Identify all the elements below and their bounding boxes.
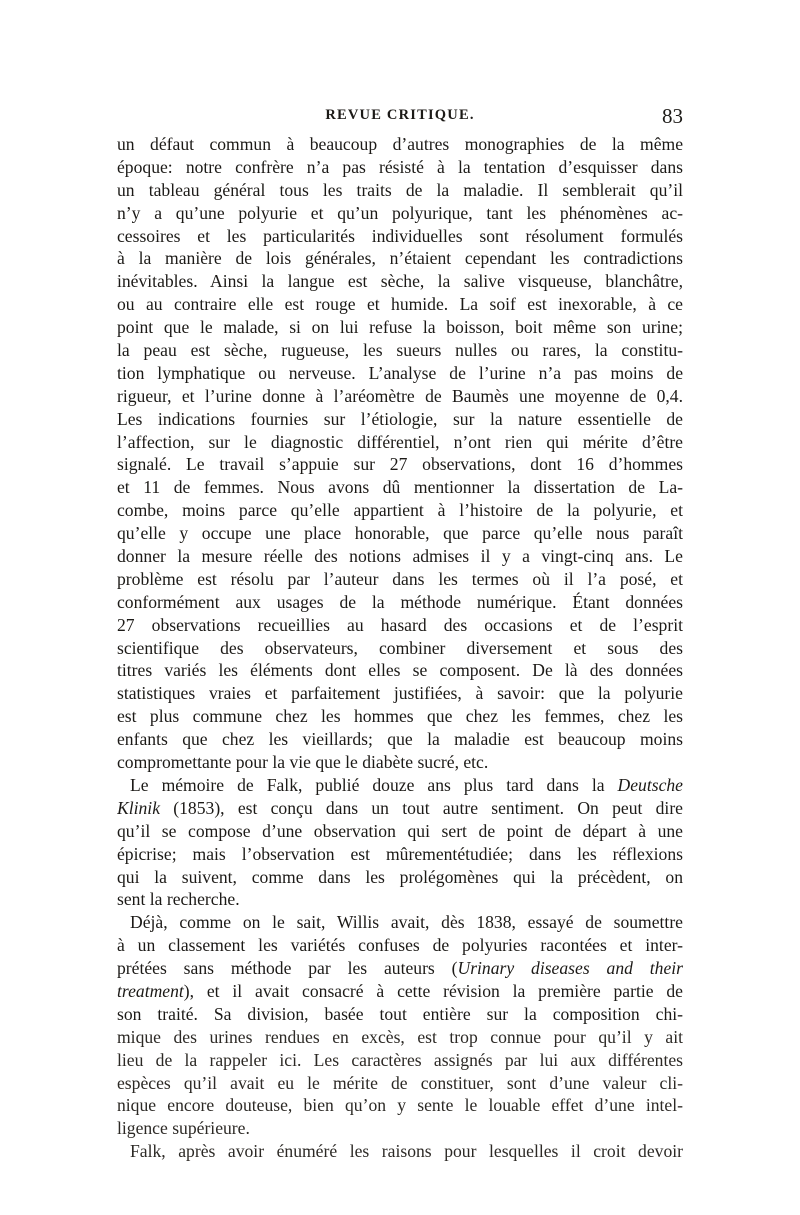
text-line: à la manière de lois générales, n’étaient cependant les contradictions	[117, 248, 683, 269]
text-line: prétées sans méthode par les auteurs (Urinary diseases and their	[117, 958, 683, 979]
italic-title: Urinary diseases and their	[457, 958, 683, 979]
text-line: ligence supérieure.	[117, 1118, 250, 1139]
text-line: donner la mesure réelle des notions admises il y a vingt-cinq ans. Le	[117, 546, 683, 567]
running-header	[117, 104, 683, 128]
text-line: Déjà, comme on le sait, Willis avait, dès 1838, essayé de soumettre	[130, 912, 683, 933]
text-line: ou au contraire elle est rouge et humide. La soif est inexorable, à ce	[117, 294, 683, 315]
text-line: cessoires et les particularités individuelles sont résolument formulés	[117, 225, 683, 246]
text-line: espèces qu’il avait eu le mérite de constituer, sont d’une valeur cli-	[117, 1072, 683, 1093]
text-line: mique des urines rendues en excès, est trop connue pour qu’il y ait	[117, 1026, 683, 1047]
text-line: scientifique des observateurs, combiner diversement et sous des	[117, 637, 683, 658]
paragraph-3	[117, 911, 683, 1140]
text-line: un défaut commun à beaucoup d’autres monographies de la même	[117, 134, 683, 154]
text-line: signalé. Le travail s’appuie sur 27 observations, dont 16 d’hommes	[117, 454, 683, 475]
text-line: n’y a qu’une polyurie et qu’un polyurique, tant les phénomènes ac-	[117, 202, 683, 223]
paragraph-4	[117, 1140, 683, 1163]
text-line: enfants que chez les vieillards; que la maladie est beaucoup moins	[117, 729, 683, 750]
text-line: inévitables. Ainsi la langue est sèche, la salive visqueuse, blanchâtre,	[117, 271, 683, 292]
page-number: 83	[662, 104, 683, 128]
text-line: problème est résolu par l’auteur dans les termes où il l’a posé, et	[117, 568, 683, 589]
text-line: à un classement les variétés confuses de polyuries racontées et inter-	[117, 935, 683, 956]
text-line: Les indications fournies sur l’étiologie, sur la nature essentielle de	[117, 408, 683, 429]
text-line: époque: notre confrère n’a pas résisté à la tentation d’esquisser dans	[117, 156, 683, 177]
text-line: sent la recherche.	[117, 889, 240, 910]
text-line: lieu de la rappeler ici. Les caractères assignés par lui aux différentes	[117, 1049, 683, 1070]
text-line: Le mémoire de Falk, publié douze ans plus tard dans la Deutsche	[130, 774, 683, 795]
text-line: son traité. Sa division, basée tout entière sur la composition chi-	[117, 1003, 683, 1024]
text-line: qu’elle y occupe une place honorable, que parce qu’elle nous paraît	[117, 523, 683, 544]
text-line: statistiques vraies et parfaitement justifiées, à savoir: que la polyurie	[117, 683, 683, 704]
text-line: qu’il se compose d’une observation qui sert de point de départ à une	[117, 820, 683, 841]
paragraph-2	[117, 774, 683, 911]
text-line: nique encore douteuse, bien qu’on y sente le louable effet d’une intel-	[117, 1095, 683, 1116]
text-line: et 11 de femmes. Nous avons dû mentionner la dissertation de La-	[117, 477, 683, 498]
text-line: point que le malade, si on lui refuse la boisson, boit même son urine;	[117, 317, 683, 338]
italic-title: Klinik	[117, 797, 161, 818]
text-line: titres variés les éléments dont elles se composent. De là des données	[117, 660, 683, 681]
italic-title: treatment	[117, 980, 184, 1001]
text-line: un tableau général tous les traits de la maladie. Il semblerait qu’il	[117, 179, 683, 200]
text-line: combe, moins parce qu’elle appartient à l’histoire de la polyurie, et	[117, 500, 683, 521]
text-line: qui la suivent, comme dans les prolégomènes qui la précèdent, on	[117, 866, 683, 887]
text-line: l’affection, sur le diagnostic différentiel, n’ont rien qui mérite d’être	[117, 431, 683, 452]
text-line: rigueur, et l’urine donne à l’aréomètre de Baumès une moyenne de 0,4.	[117, 385, 683, 406]
body-text	[117, 133, 683, 1163]
text-line: 27 observations recueillies au hasard des occasions et de l’esprit	[117, 614, 683, 635]
text-line: treatment), et il avait consacré à cette révision la première partie de	[117, 980, 683, 1001]
text-line: tion lymphatique ou nerveuse. L’analyse de l’urine n’a pas moins de	[117, 362, 683, 383]
text-line: compromettante pour la vie que le diabète sucré, etc.	[117, 752, 489, 773]
running-title: REVUE CRITIQUE.	[325, 107, 475, 123]
text-line: est plus commune chez les hommes que chez les femmes, chez les	[117, 706, 683, 727]
text-line: Klinik (1853), est conçu dans un tout autre sentiment. On peut dire	[117, 797, 683, 818]
text-line: Falk, après avoir énuméré les raisons pour lesquelles il croit devoir	[130, 1141, 683, 1162]
text-line: la peau est sèche, rugueuse, les sueurs nulles ou rares, la constitu-	[117, 340, 683, 361]
text-line: épicrise; mais l’observation est mûrementétudiée; dans les réflexions	[117, 843, 683, 864]
paragraph-1	[117, 133, 683, 774]
text-line: conformément aux usages de la méthode numérique. Étant données	[117, 591, 683, 612]
italic-title: Deutsche	[617, 774, 683, 795]
